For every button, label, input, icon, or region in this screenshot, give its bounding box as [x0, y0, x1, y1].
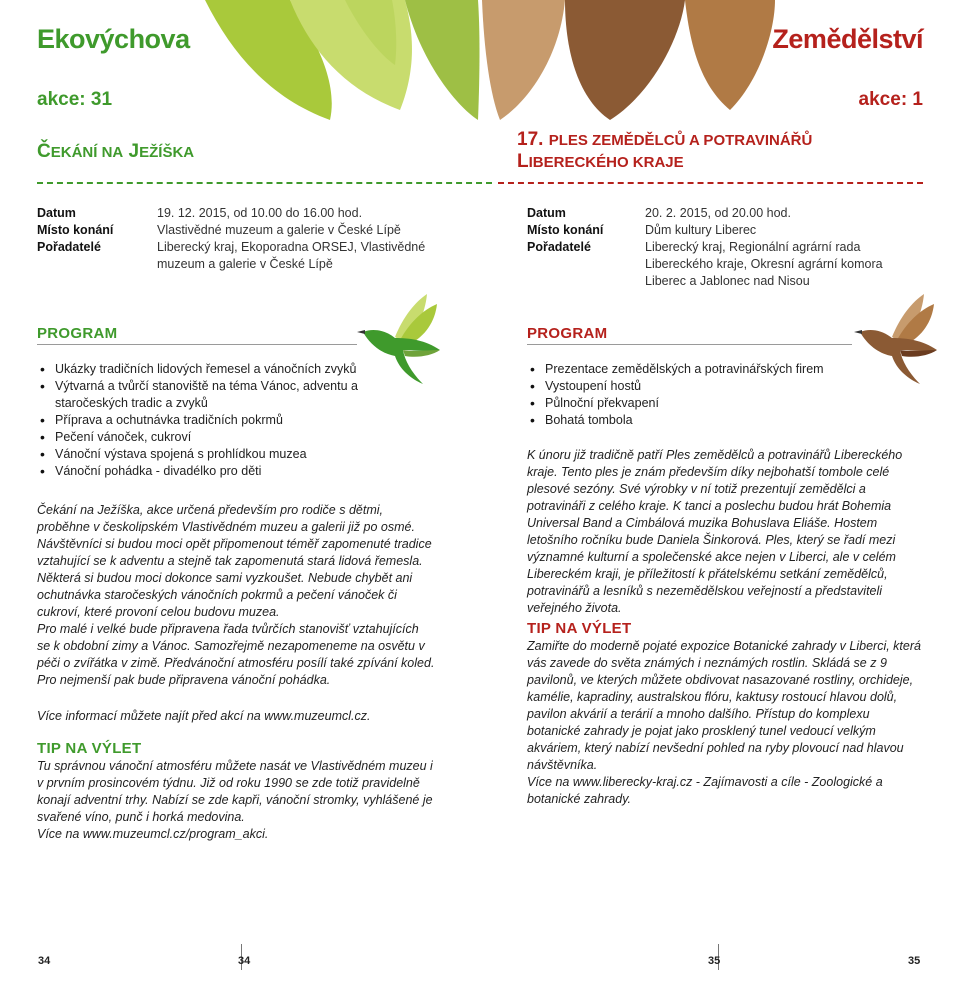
list-item: • Pečení vánoček, cukroví	[38, 429, 368, 446]
info-venue: Dům kultury Liberec	[645, 223, 757, 237]
info-label: Datum	[527, 206, 566, 220]
info-organizers: Liberecký kraj, Regionální agrární rada Libereckého kraje, Okresní agrární komora Liberec a Jablonec nad Nisou	[645, 240, 883, 288]
list-item: • Vystoupení hostů	[528, 378, 858, 395]
right-tip-heading: TIP NA VÝLET	[527, 620, 632, 637]
left-tip-heading: TIP NA VÝLET	[37, 740, 142, 757]
list-item: • Půlnoční překvapení	[528, 395, 858, 412]
list-item: • Vánoční pohádka - divadélko pro děti	[38, 463, 368, 480]
info-label: Pořadatelé	[37, 240, 101, 254]
right-program-heading: PROGRAM	[527, 325, 608, 342]
left-akce-number: akce: 31	[37, 89, 113, 110]
list-item: • Ukázky tradičních lidových řemesel a vánočních zvyků	[38, 361, 368, 378]
green-bird-icon	[355, 292, 445, 384]
info-label: Místo konání	[527, 223, 604, 237]
info-date: 19. 12. 2015, od 10.00 do 16.00 hod.	[157, 206, 363, 220]
page-number: 34	[238, 955, 251, 967]
page-number: 35	[708, 955, 721, 967]
right-theme-title: Zemědělství	[772, 24, 923, 54]
left-event-info	[37, 205, 457, 275]
info-venue: Vlastivědné muzeum a galerie v České Lípě	[157, 223, 401, 237]
page-number: 35	[908, 955, 921, 967]
info-label: Pořadatelé	[527, 240, 591, 254]
right-tip-text: Zamiřte do moderně pojaté expozice Botanické zahrady v Liberci, která vás zavede do světa známých i neznámých rostlin. Skládá se z 9 pavilonů, ve kterých můžete obdivovat nasazované rostliny, orchideje, kamélie, kapradiny, australskou flóru, kaktusy rostoucí hlavou dolů, pavilon akvárií a terárií a mnoho dalšího. Přístup do komplexu botanické zahrady je pojat jako prosklený tunel vedoucí velkým akváriem, který nabízí nevšední pohled na ryby plovoucí nad hlavou návštěvníka. Více na www.liberecky-kraj.cz - Zajímavosti a cíle - Zoologické a botanické zahrady.	[527, 639, 921, 806]
info-label: Datum	[37, 206, 76, 220]
info-label: Místo konání	[37, 223, 114, 237]
left-program-rule	[37, 344, 357, 345]
right-description: K únoru již tradičně patří Ples zemědělců a potravinářů Libereckého kraje. Tento ples je znám především díky nejbohatší tombole celé plesové sezóny. Své výrobky v ní totiž prezentují zemědělci a potravináři z celého kraje. K tanci a poslechu budou hrát Bohemia Universal Band a Cimbálová muzika Bohuslava Eliáše. Hostem letošního ročníku bude Daniela Šinkorová. Ples, který se řadí mezi významné kulturní a společenské akce nejen v Liberci, ale v celém Libereckém kraji, je příležitostí k přátelskému setkání zemědělců, potravinářů a lesníků s nezemědělskou veřejností a představiteli veřejného života.	[527, 448, 903, 615]
header-leaves-decoration	[0, 0, 960, 140]
left-event-title: ČEKÁNÍ NA JEŽÍŠKA	[37, 141, 195, 162]
left-theme-title: Ekovýchova	[37, 24, 190, 54]
left-program-list	[38, 361, 368, 480]
list-item: • Výtvarná a tvůrčí stanoviště na téma Vánoc, adventu a staročeských tradic a zvyků	[38, 378, 368, 412]
right-akce-number: akce: 1	[858, 89, 923, 110]
left-description: Čekání na Ježíška, akce určená především pro rodiče s dětmi, proběhne v českolipském Vlastivědném muzeu a galerii již po osmé. Návštěvníci si budou moci opět připomenout téměř zapomenuté tradice vztahující se k adventu a stejně tak zapomenutá stará lidová řemesla. Některá si budou moci dokonce sami vyzkoušet. Nebude chybět ani ochutnávka staročeských vánočních pokrmů a pečení vánoček či cukroví, které provoní celou budovu muzea. Pro malé i velké bude připravena řada tvůrčích stanovišť vztahujících se k obdobní zimy a Vánoc. Samozřejmě nezapomeneme na osvětu v péči o zvířátka v zimě. Předvánoční atmosféru posílí také zpívání koled. Pro nejmenší pak bude připravena vánoční pohádka.	[37, 503, 435, 687]
left-dashed-divider	[37, 182, 492, 184]
brown-bird-icon	[852, 292, 942, 384]
info-date: 20. 2. 2015, od 20.00 hod.	[645, 206, 791, 220]
left-more-info: Více informací můžete najít před akcí na www.muzeumcl.cz.	[37, 709, 371, 723]
right-program-rule	[527, 344, 852, 345]
right-dashed-divider	[498, 182, 923, 184]
list-item: • Prezentace zemědělských a potravinářských firem	[528, 361, 858, 378]
right-event-info	[527, 205, 927, 295]
right-event-number: 17.	[517, 129, 544, 150]
right-event-title: 17. PLES ZEMĚDĚLCŮ A POTRAVINÁŘŮ LIBERECKÉHO KRAJE	[517, 129, 813, 172]
list-item: • Příprava a ochutnávka tradičních pokrmů	[38, 412, 368, 429]
page-number: 34	[38, 955, 51, 967]
info-organizers: Liberecký kraj, Ekoporadna ORSEJ, Vlastivědné muzeum a galerie v České Lípě	[157, 240, 426, 271]
left-program-heading: PROGRAM	[37, 325, 118, 342]
left-tip-text: Tu správnou vánoční atmosféru můžete nasát ve Vlastivědném muzeu i v prvním prosincovém týdnu. Již od roku 1990 se zde totiž pravidelně konají adventní trhy. Nabízí se zde kapři, vánoční stromky, vyhlášené je svařené víno, punč i horká medovina. Více na www.muzeumcl.cz/program_akci.	[37, 759, 433, 841]
list-item: • Bohatá tombola	[528, 412, 858, 429]
list-item: • Vánoční výstava spojená s prohlídkou muzea	[38, 446, 368, 463]
right-program-list	[528, 361, 858, 429]
